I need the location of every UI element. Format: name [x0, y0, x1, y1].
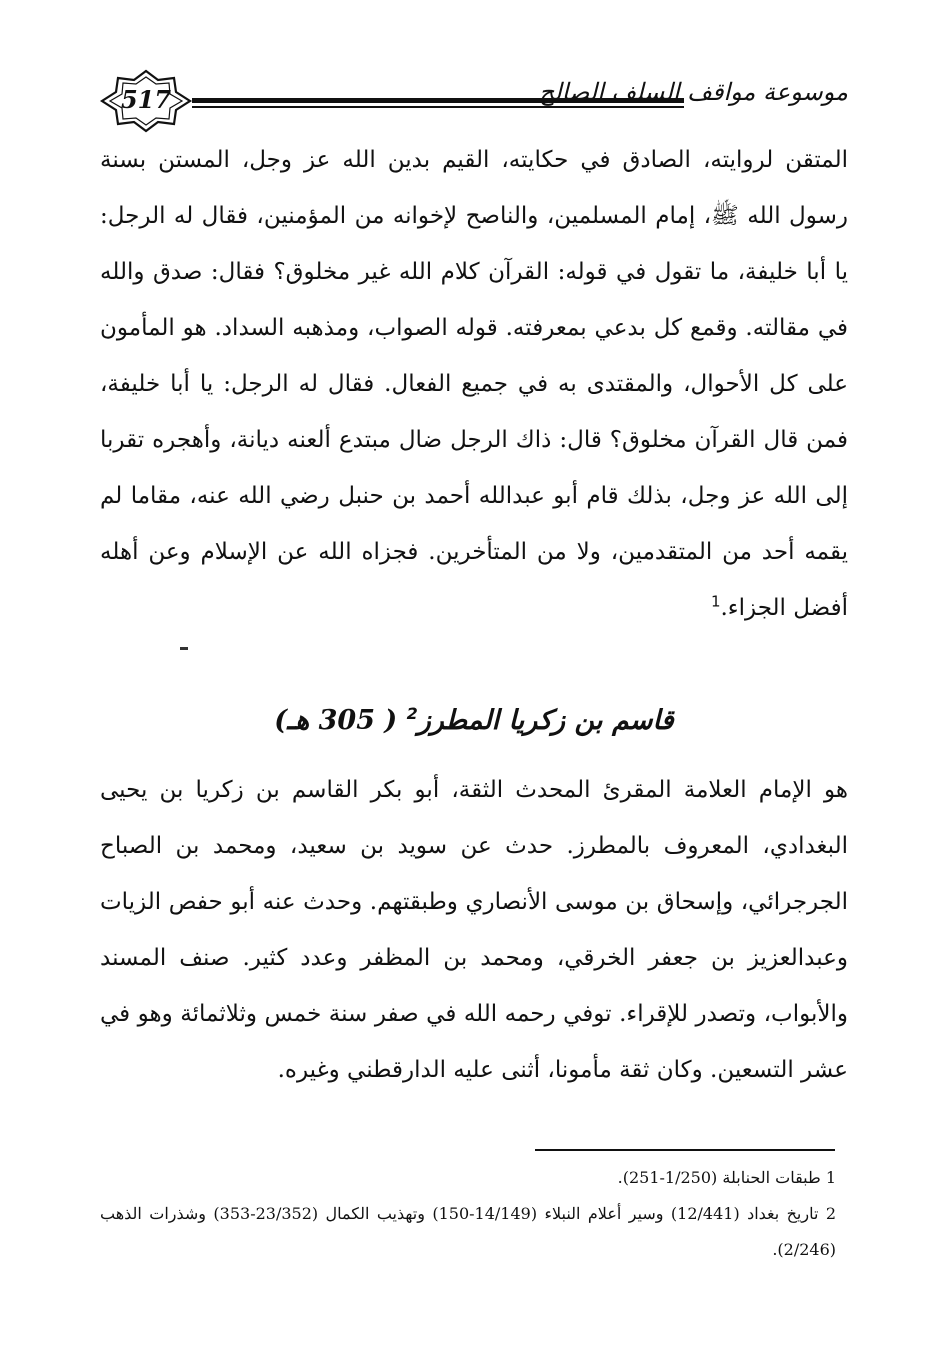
header-rule-thin: [192, 106, 684, 108]
series-title: موسوعة مواقف السلف الصالح: [538, 78, 848, 106]
footnote-ref-2: 2: [406, 704, 418, 723]
heading-date: ( 305 هـ): [274, 705, 398, 736]
page-number-badge: [96, 68, 196, 134]
bio-paragraph: [100, 762, 848, 1098]
heading-name: قاسم بن زكريا المطرز: [417, 705, 674, 736]
footnote-separator: [535, 1149, 835, 1151]
footnote-ref-1: 1: [710, 592, 721, 611]
bio-text: هو الإمام العلامة المقرئ المحدث الثقة، أبو بكر القاسم بن زكريا بن يحيى البغدادي، المعروف بالمطرز. حدث عن سويد بن سعيد، ومحمد بن الصباح الجرجرائي، وإسحاق بن موسى الأنصاري وطبقتهم. وحدث عنه أبو حفص الزيات وعبدالعزيز بن جعفر الخرقي، ومحمد بن المظفر وعدد كثير. صنف المسند والأبواب، وتصدر للإقراء. توفي رحمه الله في صفر سنة خمس وثلاثمائة وهو في عشر التسعين. وكان ثقة مأمونا، أثنى عليه الدارقطني وغيره.: [100, 777, 848, 1083]
top-paragraph-text: المتقن لروايته، الصادق في حكايته، القيم بدين الله عز وجل، المستن بسنة رسول الله ﷺ، إمام المسلمين، والناصح لإخوانه من المؤمنين، فقال له الرجل: يا أبا خليفة، ما تقول في قوله: القرآن كلام الله غير مخلوق؟ فقال: صدق والله في مقالته. وقمع كل بدعي بمعرفته. قوله الصواب، ومذهبه السداد. هو المأمون على كل الأحوال، والمقتدى به في جميع الفعال. فقال له الرجل: يا أبا خليفة، فمن قال القرآن مخلوق؟ قال: ذاك الرجل ضال مبتدع ألعنه ديانة، وأهجره تقربا إلى الله عز وجل، بذلك قام أبو عبدالله أحمد بن حنبل رضي الله عنه، مقاما لم يقمه أحد من المتقدمين، ولا من المتأخرين. فجزاه الله عن الإسلام وعن أهله أفضل الجزاء.: [100, 147, 848, 621]
page-number: 517: [120, 85, 172, 114]
footnote-1: 1 طبقات الحنابلة (1/250-251).: [617, 1168, 836, 1187]
footnotes: [100, 1160, 836, 1268]
section-heading: [100, 705, 848, 736]
top-paragraph: [100, 132, 848, 636]
decorative-dash: [180, 647, 188, 650]
page-header: [96, 68, 848, 134]
footnote-2: 2 تاريخ بغداد (12/441) وسير أعلام النبلاء (14/149-150) وتهذيب الكمال (23/352-353) وشذرات الذهب (2/246).: [100, 1204, 837, 1259]
